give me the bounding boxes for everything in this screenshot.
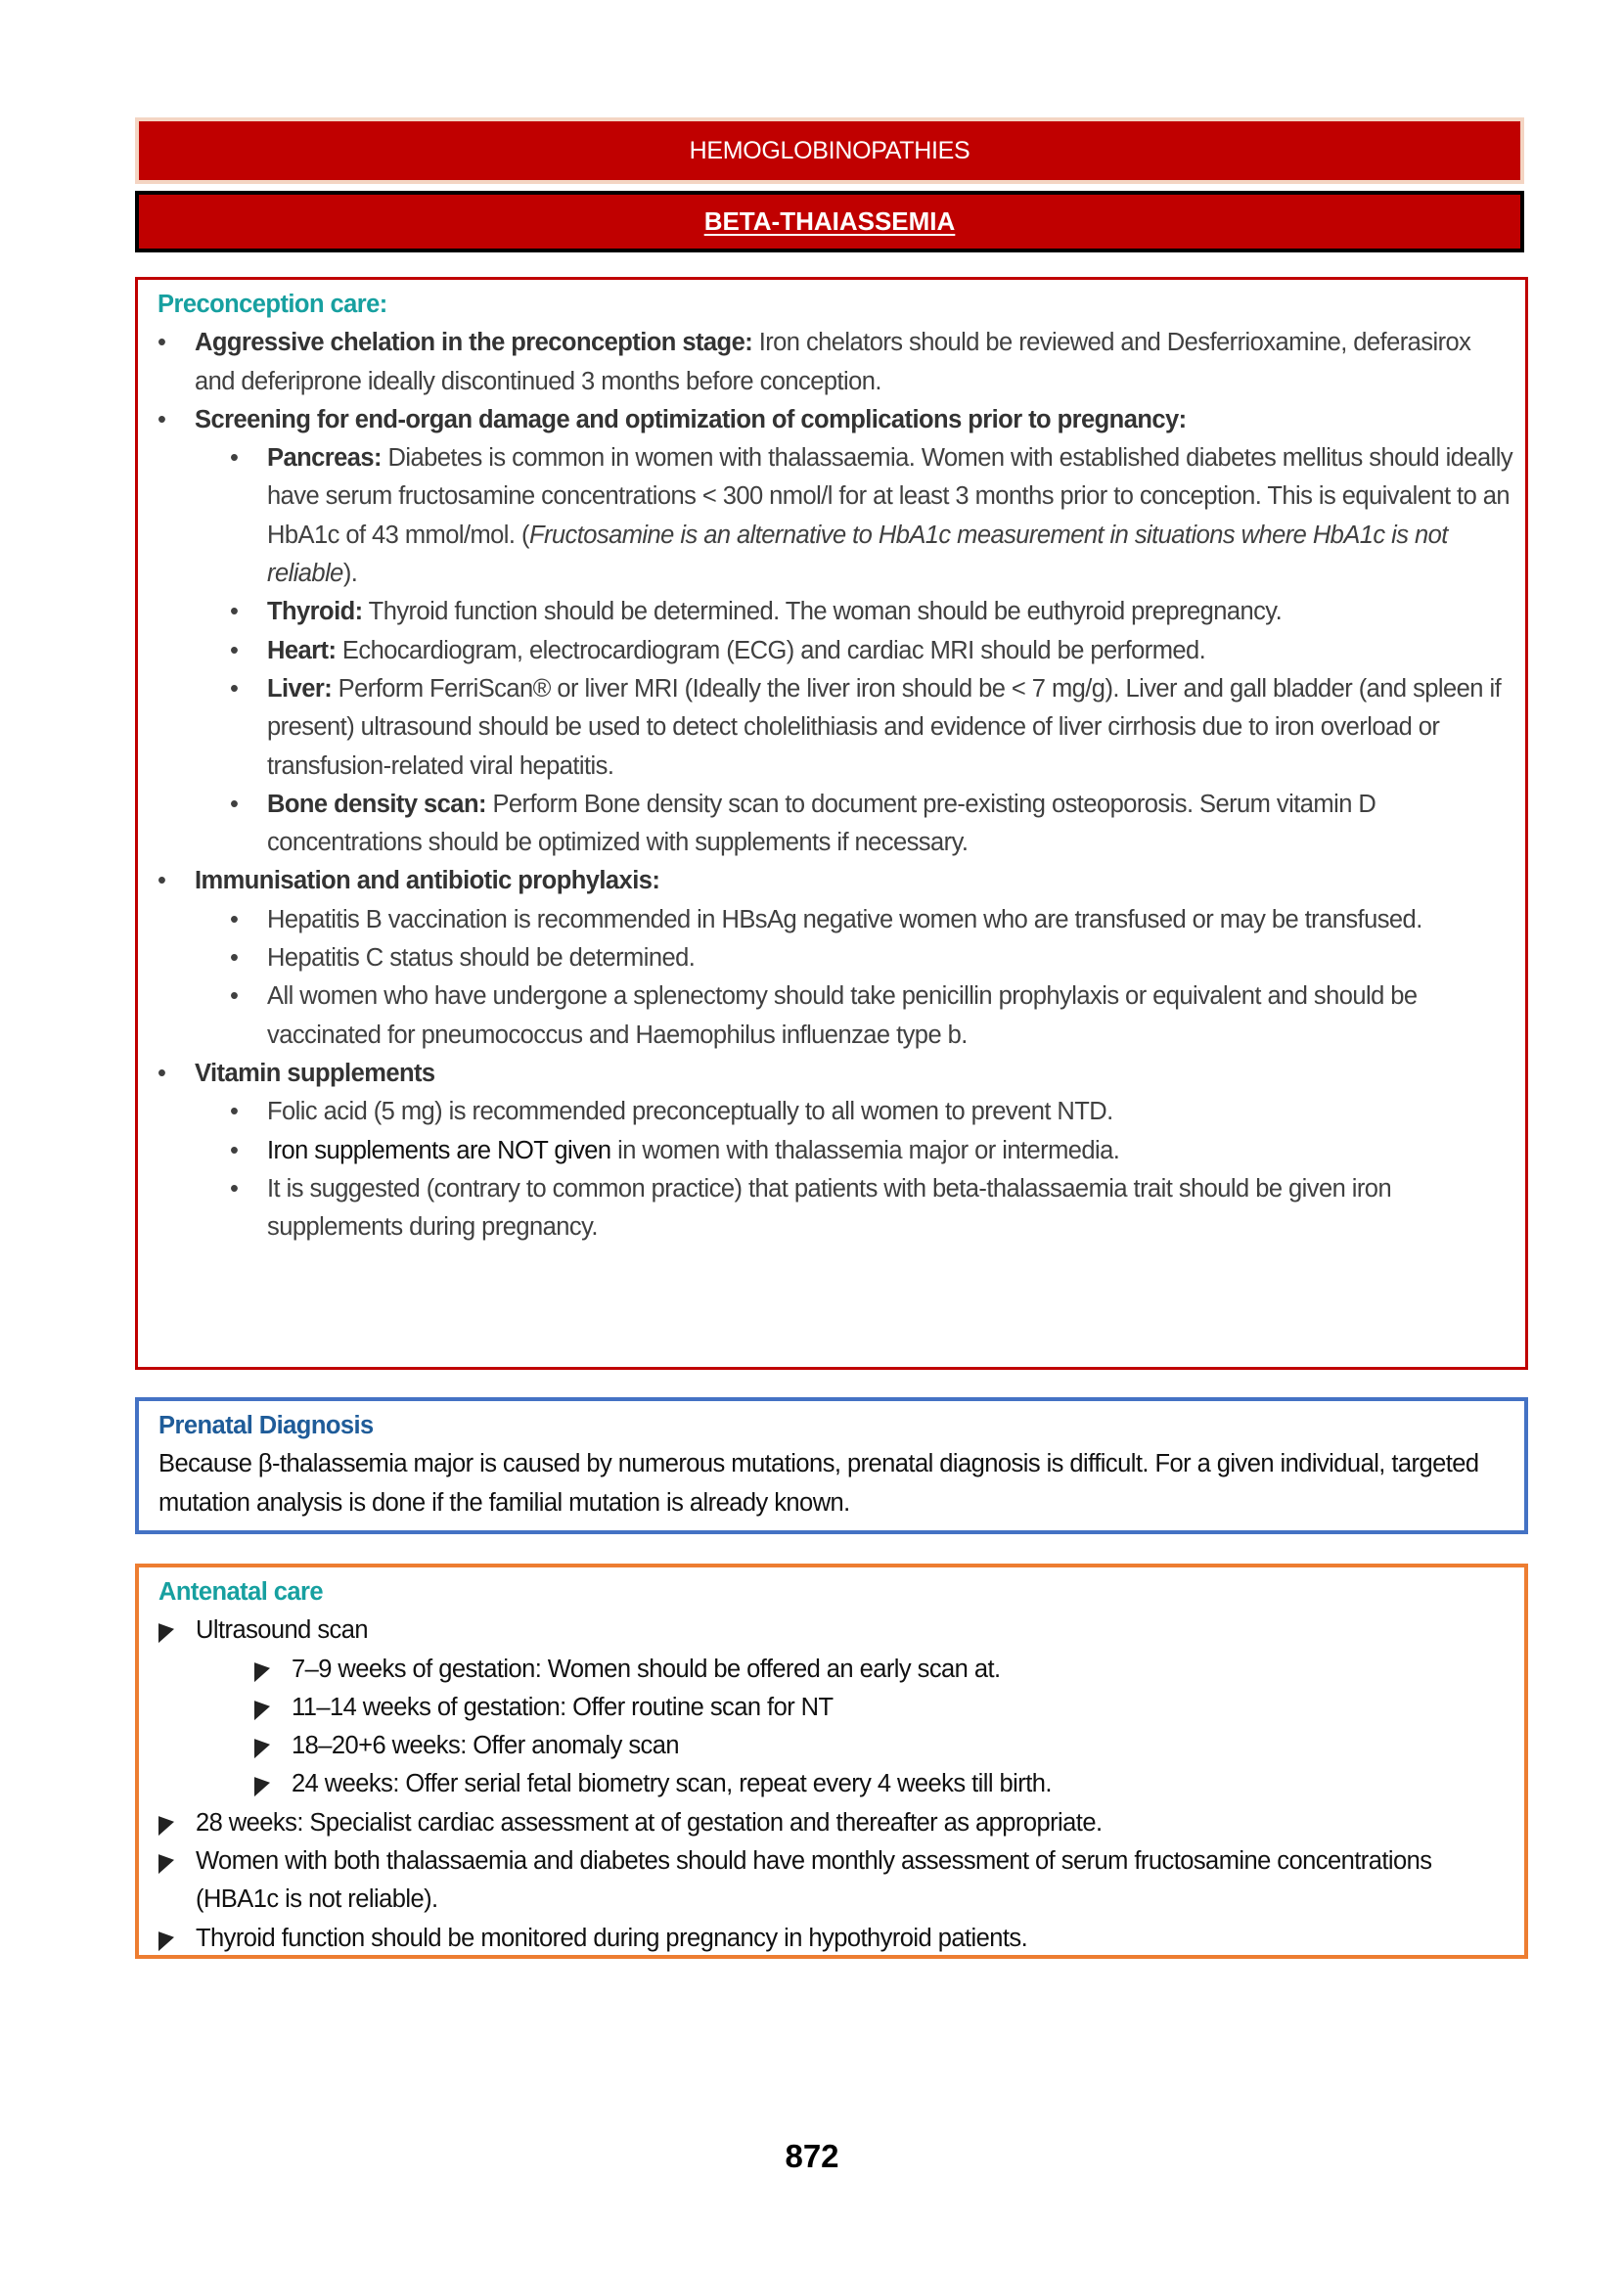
list-item: • Screening for end-organ damage and optimization of complications prior to pregnancy: (158, 401, 1515, 439)
arrow-bullet-icon (254, 1765, 270, 1806)
prenatal-title: Prenatal Diagnosis (158, 1412, 374, 1439)
arrow-bullet-icon (158, 1612, 174, 1653)
list-item: 28 weeks: Specialist cardiac assessment at of gestation and thereafter as appropriate. (158, 1804, 1514, 1842)
bullet-icon: • (230, 674, 239, 703)
list-item: Ultrasound scan (158, 1612, 1514, 1650)
bullet-icon: • (230, 636, 239, 664)
chapter-title: HEMOGLOBINOPATHIES (689, 137, 970, 164)
list-item: • Hepatitis B vaccination is recommended in HBsAg negative women who are transfused or may be transfused. (158, 901, 1515, 939)
arrow-bullet-icon (158, 1842, 174, 1884)
bullet-icon: • (230, 944, 239, 973)
list-item: • Pancreas: Diabetes is common in women with thalassaemia. Women with established diabetes mellitus should ideally have serum fructosamine concentrations < 300 nmol/l for at least 3 months prior to conception. This is equivalent to an HbA1c of 43 mmol/mol. (Fructosamine is an alternative to HbA1c measurement in situations where HbA1c is not reliable). (158, 439, 1515, 593)
list-item: • Liver: Perform FerriScan® or liver MRI (Ideally the liver iron should be < 7 mg/g). Liver and gall bladder (and spleen if present) ultrasound should be used to detect cholelithiasis and evidence of liver cirrhosis due to iron overload or transfusion-related viral hepatitis. (158, 670, 1515, 786)
list-item: • All women who have undergone a splenectomy should take penicillin prophylaxis or equivalent and should be vaccinated for pneumococcus and Haemophilus influenzae type b. (158, 977, 1515, 1055)
list-item: 11–14 weeks of gestation: Offer routine scan for NT (158, 1689, 1514, 1727)
chapter-title-banner (135, 117, 1524, 184)
topic-title: BETA-THAIASSEMIA (703, 206, 956, 236)
bullet-icon: • (230, 790, 239, 818)
list-item: • Vitamin supplements (158, 1055, 1515, 1093)
list-item: • Thyroid: Thyroid function should be determined. The woman should be euthyroid prepregnancy. (158, 593, 1515, 631)
bullet-icon: • (230, 905, 239, 933)
arrow-bullet-icon (158, 1804, 174, 1845)
list-item: 18–20+6 weeks: Offer anomaly scan (158, 1727, 1514, 1765)
list-item: Thyroid function should be monitored during pregnancy in hypothyroid patients. (158, 1920, 1514, 1958)
page-number: 872 (785, 2138, 839, 2174)
preconception-title: Preconception care: (158, 291, 387, 318)
arrow-bullet-icon (254, 1651, 270, 1692)
arrow-bullet-icon (254, 1689, 270, 1730)
preconception-list (158, 324, 1515, 1247)
list-item: • Folic acid (5 mg) is recommended preconceptually to all women to prevent NTD. (158, 1093, 1515, 1131)
bullet-icon: • (230, 1174, 239, 1203)
list-item: • Aggressive chelation in the preconception stage: Iron chelators should be reviewed and Desferrioxamine, deferasirox and deferiprone ideally discontinued 3 months before conception. (158, 324, 1515, 401)
preconception-care-box (135, 277, 1528, 1370)
list-item: Women with both thalassaemia and diabetes should have monthly assessment of serum fructosamine concentrations (HBA1c is not reliable). (158, 1842, 1514, 1920)
list-item: • Immunisation and antibiotic prophylaxis: (158, 862, 1515, 900)
bullet-icon: • (230, 444, 239, 473)
prenatal-text: Because β-thalassemia major is caused by numerous mutations, prenatal diagnosis is difficult. For a given individual, targeted mutation analysis is done if the familial mutation is already known. (158, 1450, 1479, 1517)
list-item: • Iron supplements are NOT given in women with thalassemia major or intermedia. (158, 1132, 1515, 1170)
list-item: • Heart: Echocardiogram, electrocardiogram (ECG) and cardiac MRI should be performed. (158, 632, 1515, 670)
list-item: • Hepatitis C status should be determined. (158, 939, 1515, 977)
list-item: • Bone density scan: Perform Bone density scan to document pre-existing osteoporosis. Serum vitamin D concentrations should be optimized with supplements if necessary. (158, 786, 1515, 863)
list-item: • It is suggested (contrary to common practice) that patients with beta-thalassaemia trait should be given iron supplements during pregnancy. (158, 1170, 1515, 1248)
bullet-icon: • (230, 982, 239, 1011)
list-item: 24 weeks: Offer serial fetal biometry scan, repeat every 4 weeks till birth. (158, 1765, 1514, 1803)
topic-title-banner (135, 191, 1524, 252)
bullet-icon: • (158, 867, 166, 895)
list-item: 7–9 weeks of gestation: Women should be offered an early scan at. (158, 1651, 1514, 1689)
antenatal-care-box (135, 1564, 1528, 1959)
antenatal-list (158, 1612, 1514, 1958)
prenatal-diagnosis-box (135, 1397, 1528, 1534)
bullet-icon: • (230, 1136, 239, 1164)
bullet-icon: • (158, 329, 166, 357)
bullet-icon: • (158, 1059, 166, 1087)
arrow-bullet-icon (254, 1727, 270, 1768)
bullet-icon: • (230, 598, 239, 626)
antenatal-title: Antenatal care (158, 1578, 324, 1606)
arrow-bullet-icon (158, 1920, 174, 1961)
bullet-icon: • (230, 1098, 239, 1126)
bullet-icon: • (158, 405, 166, 433)
